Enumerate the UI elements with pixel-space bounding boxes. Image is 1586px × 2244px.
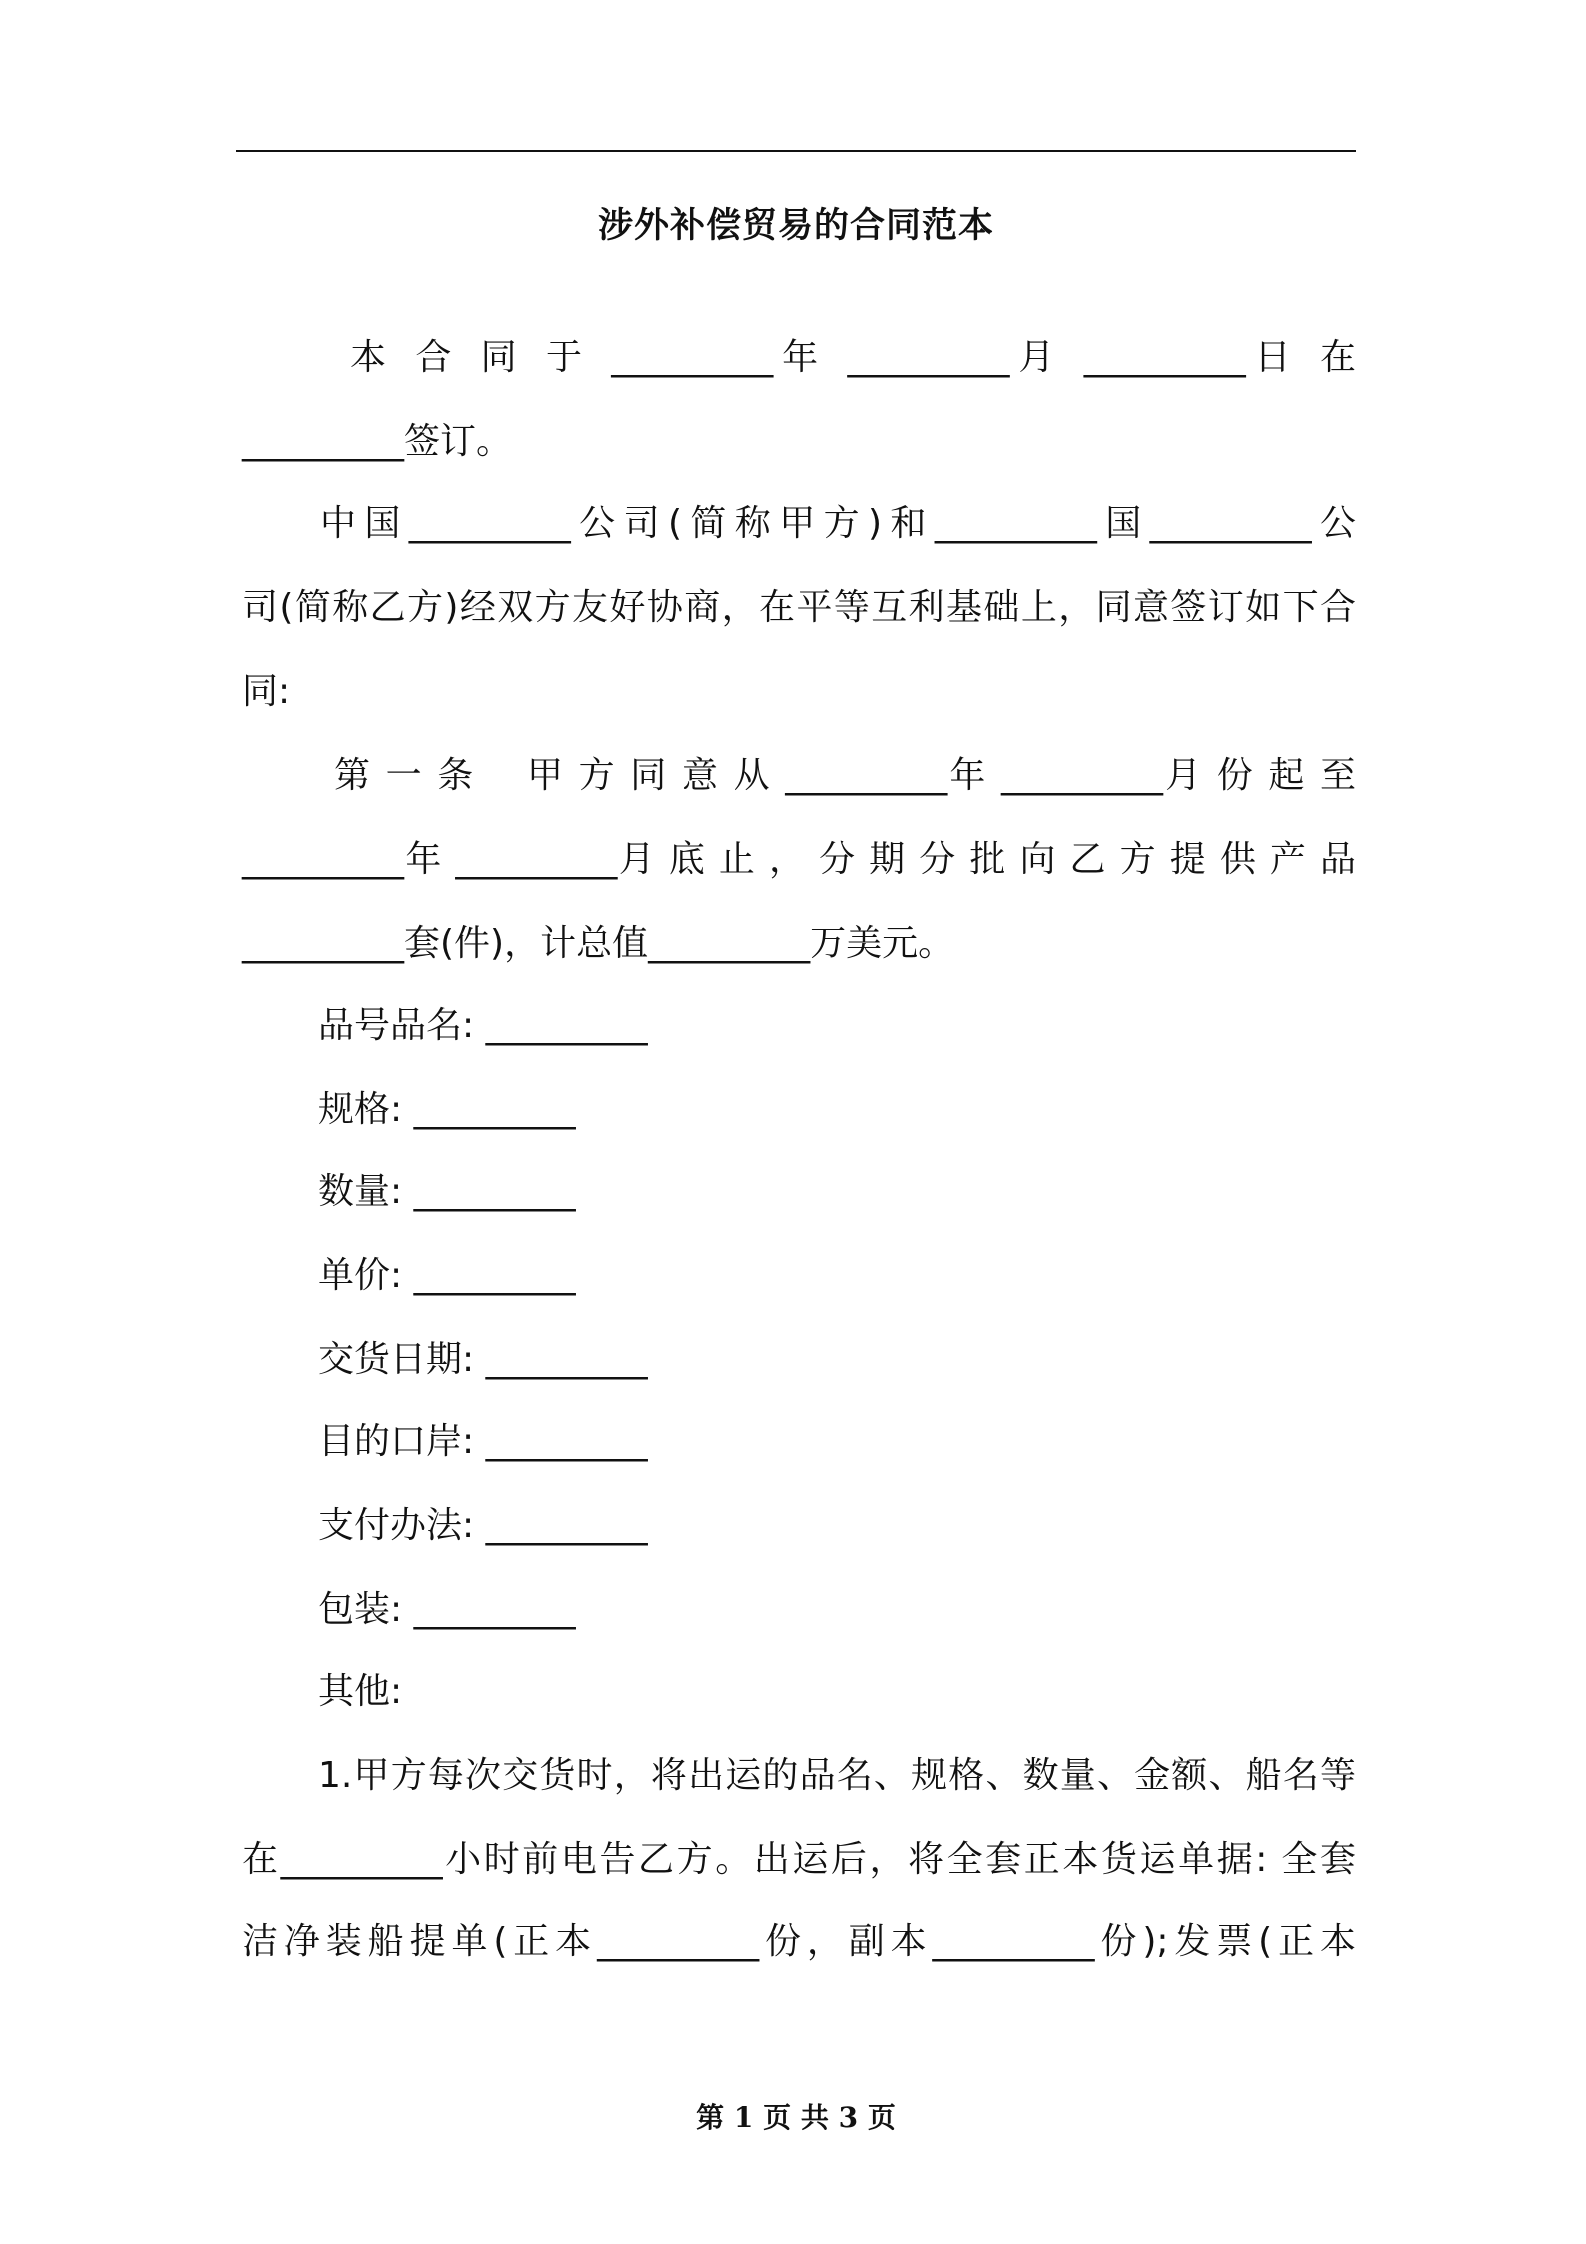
field-value: _________ — [413, 1171, 576, 1212]
paragraph-1-line-2: _________签订。 — [242, 421, 513, 462]
article-1-line-3: _________套(件)，计总值_________万美元。 — [242, 923, 955, 964]
field-label: 其他: — [318, 1671, 403, 1712]
clause-1-line-3: 洁净装船提单(正本_________份，副本_________份);发票(正本 — [242, 1921, 1356, 1962]
field-unit-price — [318, 1252, 1432, 1300]
field-label: 品号品名: — [318, 1005, 475, 1046]
paragraph-1-line-1: 本 合 同 于 _________年 _________月 _________日 在 — [350, 337, 1356, 378]
clause-1-line-1: 1.甲方每次交货时，将出运的品名、规格、数量、金额、船名等 — [318, 1755, 1356, 1796]
field-value: _________ — [485, 1005, 648, 1046]
field-value: _________ — [485, 1421, 648, 1462]
clause-1-line-2: 在_________小时前电告乙方。出运后，将全套正本货运单据: 全套 — [242, 1839, 1356, 1880]
article-1-line-2: _________年 _________月 底 止 ， 分 期 分 批 向 乙 方 提 供 产 品 — [242, 839, 1356, 880]
field-label: 规格: — [318, 1089, 403, 1130]
field-quantity — [318, 1168, 1432, 1216]
field-label: 单价: — [318, 1255, 403, 1296]
field-destination-port — [318, 1418, 1432, 1466]
field-label: 包装: — [318, 1589, 403, 1630]
field-payment-method — [318, 1502, 1432, 1550]
field-label: 支付办法: — [318, 1505, 475, 1546]
paragraph-2-line-3: 同: — [242, 671, 291, 712]
page-number-footer: 第 1 页 共 3 页 — [696, 2101, 896, 2134]
paragraph-2-line-1: 中国_________公司(简称甲方)和_________国_________公 — [320, 503, 1356, 544]
field-packaging — [318, 1586, 1432, 1634]
paragraph-2-line-2: 司(简称乙方)经双方友好协商，在平等互利基础上，同意签订如下合 — [242, 587, 1356, 628]
field-other — [318, 1668, 1432, 1716]
field-value: _________ — [413, 1089, 576, 1130]
field-label: 目的口岸: — [318, 1421, 475, 1462]
field-label: 数量: — [318, 1171, 403, 1212]
field-specification — [318, 1086, 1432, 1134]
field-value: _________ — [485, 1339, 648, 1380]
document-title: 涉外补偿贸易的合同范本 — [597, 206, 994, 246]
field-value: _________ — [413, 1255, 576, 1296]
article-1-line-1: 第 一 条 甲 方 同 意 从 _________年 _________月 份 起 至 — [334, 755, 1356, 796]
field-delivery-date — [318, 1336, 1432, 1384]
field-value: _________ — [485, 1505, 648, 1546]
header-rule — [236, 150, 1356, 152]
field-product-name — [318, 1002, 1432, 1050]
field-label: 交货日期: — [318, 1339, 475, 1380]
field-value: _________ — [413, 1589, 576, 1630]
